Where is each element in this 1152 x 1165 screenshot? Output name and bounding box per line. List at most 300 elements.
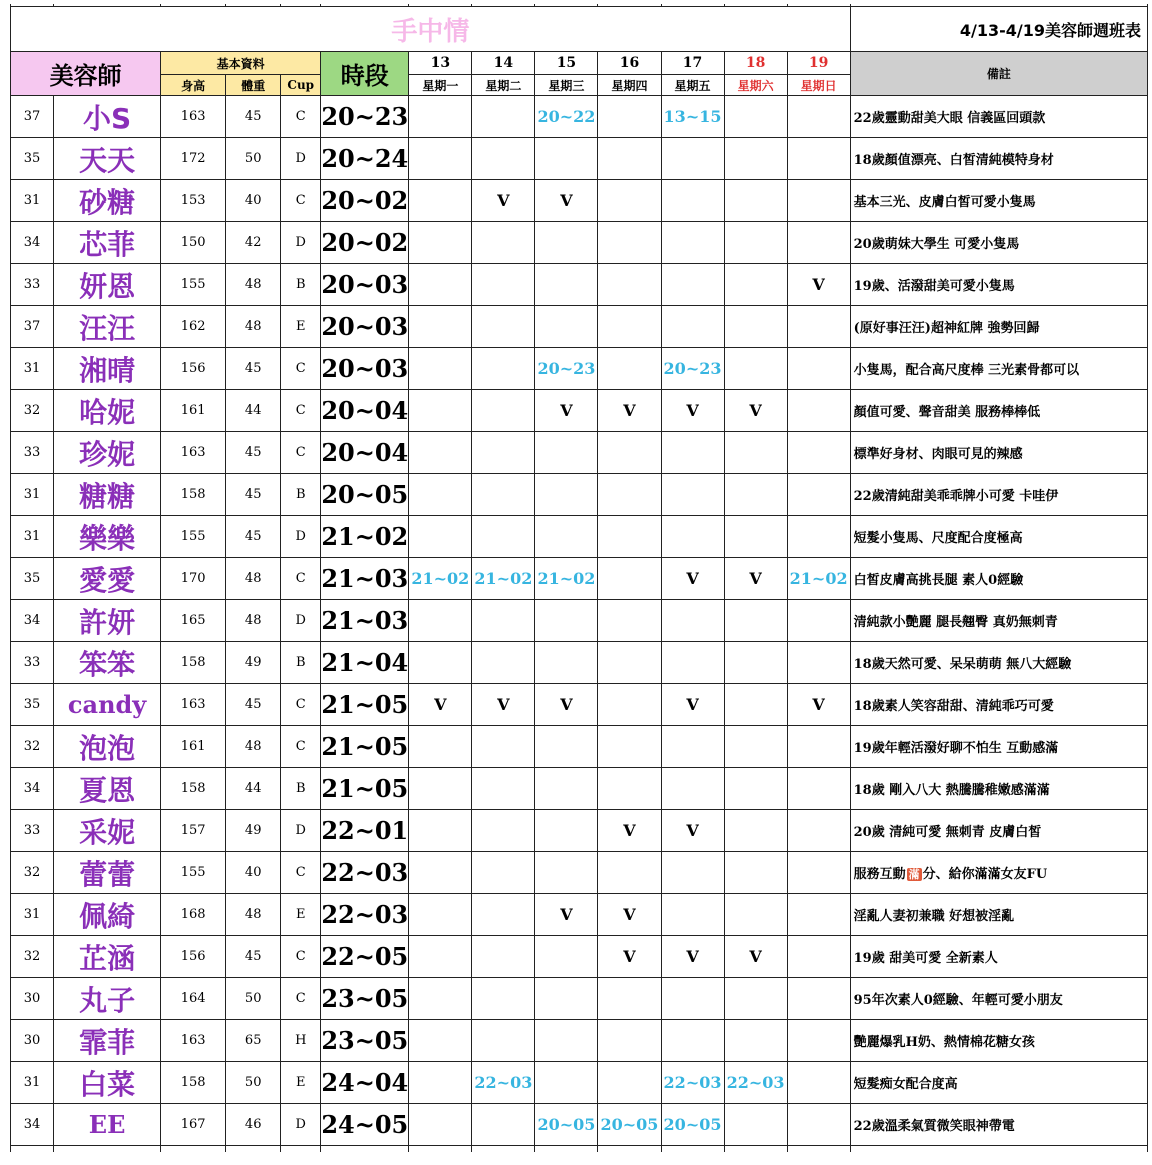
height-cell: 164 (161, 978, 226, 1020)
therapist-name: candy (54, 684, 161, 726)
day-cell (661, 642, 724, 684)
table-row (11, 348, 1148, 390)
weight-cell: 49 (226, 810, 281, 852)
day-cell: V (598, 390, 661, 432)
therapist-name: 糖糖 (54, 474, 161, 516)
cup-cell: C (281, 348, 321, 390)
day-cell (598, 306, 661, 348)
weight-cell: 44 (226, 768, 281, 810)
therapist-name: 蕾蕾 (54, 852, 161, 894)
time-slot-cell: 22~03 (321, 852, 409, 894)
day-cell (535, 726, 598, 768)
cup-cell: B (281, 642, 321, 684)
height-cell: 150 (161, 222, 226, 264)
age-cell: 31 (11, 516, 54, 558)
day-cell (661, 894, 724, 936)
table-row (11, 474, 1148, 516)
time-slot-cell: 20~03 (321, 348, 409, 390)
day-cell: V (598, 936, 661, 978)
day-cell (787, 768, 850, 810)
day-cell (535, 1062, 598, 1104)
day-cell (409, 936, 472, 978)
day-cell (472, 96, 535, 138)
cup-cell: C (281, 180, 321, 222)
day-cell: V (472, 684, 535, 726)
height-cell: 172 (161, 138, 226, 180)
cup-cell: E (281, 894, 321, 936)
day-cell: V (661, 810, 724, 852)
day-cell (661, 726, 724, 768)
table-row (11, 852, 1148, 894)
height-cell: 163 (161, 684, 226, 726)
day-cell: 20~22 (535, 96, 598, 138)
height-cell: 156 (161, 348, 226, 390)
day-cell (409, 96, 472, 138)
day-cell (409, 1104, 472, 1146)
weekday-label: 星期一 (409, 75, 472, 96)
age-cell: 31 (11, 894, 54, 936)
cup-cell: C (281, 978, 321, 1020)
age-cell: 33 (11, 810, 54, 852)
age-cell: 35 (11, 138, 54, 180)
day-cell (472, 936, 535, 978)
note-cell: 短髮小隻馬、尺度配合度極高 (850, 516, 1147, 558)
note-cell: 18歲素人笑容甜甜、清純乖巧可愛 (850, 684, 1147, 726)
height-cell: 158 (161, 768, 226, 810)
day-cell (661, 852, 724, 894)
day-cell (472, 432, 535, 474)
day-cell: V (535, 390, 598, 432)
day-cell (472, 516, 535, 558)
table-row (11, 96, 1148, 138)
day-cell (724, 96, 787, 138)
weekday-label: 星期四 (598, 75, 661, 96)
day-cell (661, 222, 724, 264)
time-slot-cell: 23~05 (321, 1020, 409, 1062)
day-cell (409, 306, 472, 348)
day-cell (535, 474, 598, 516)
table-row (11, 306, 1148, 348)
cup-cell: C (281, 432, 321, 474)
age-cell: 32 (11, 726, 54, 768)
time-slot-cell: 20~23 (321, 96, 409, 138)
day-cell (472, 894, 535, 936)
cup-cell: H (281, 1020, 321, 1062)
day-cell (661, 474, 724, 516)
note-cell: 19歲年輕活潑好聊不怕生 互動感滿 (850, 726, 1147, 768)
note-cell: 淫亂人妻初兼職 好想被淫亂 (850, 894, 1147, 936)
age-cell: 33 (11, 642, 54, 684)
day-cell: 21~02 (535, 558, 598, 600)
therapist-name: 芷涵 (54, 936, 161, 978)
day-cell (787, 306, 850, 348)
time-slot-cell: 22~05 (321, 936, 409, 978)
therapist-name: 愛愛 (54, 558, 161, 600)
day-cell (535, 222, 598, 264)
therapist-name: 砂糖 (54, 180, 161, 222)
day-cell (409, 642, 472, 684)
day-cell (598, 222, 661, 264)
cup-cell: D (281, 516, 321, 558)
day-cell (724, 768, 787, 810)
time-slot-cell: 20~03 (321, 264, 409, 306)
day-cell (409, 1062, 472, 1104)
day-cell (472, 642, 535, 684)
therapist-name: 佩綺 (54, 894, 161, 936)
day-cell (472, 390, 535, 432)
day-number: 17 (661, 52, 724, 75)
cup-cell: B (281, 474, 321, 516)
time-slot-cell: 21~05 (321, 768, 409, 810)
day-cell (787, 96, 850, 138)
day-cell (787, 1020, 850, 1062)
height-cell: 163 (161, 1020, 226, 1062)
day-cell (409, 810, 472, 852)
day-cell (661, 1020, 724, 1062)
therapist-name: 妍恩 (54, 264, 161, 306)
day-cell (598, 138, 661, 180)
table-row (11, 1020, 1148, 1062)
day-cell (724, 306, 787, 348)
table-row (11, 726, 1148, 768)
day-cell (787, 432, 850, 474)
day-cell (661, 768, 724, 810)
day-cell: 20~23 (661, 348, 724, 390)
day-cell (409, 894, 472, 936)
day-cell (409, 138, 472, 180)
day-cell (535, 978, 598, 1020)
weight-cell: 46 (226, 1104, 281, 1146)
day-cell: 21~02 (787, 558, 850, 600)
time-slot-cell: 21~04 (321, 642, 409, 684)
age-cell: 37 (11, 96, 54, 138)
time-slot-cell: 20~24 (321, 138, 409, 180)
day-cell (472, 348, 535, 390)
weekday-label: 星期三 (535, 75, 598, 96)
note-cell: 22歲清純甜美乖乖牌小可愛 卡哇伊 (850, 474, 1147, 516)
table-row (11, 390, 1148, 432)
therapist-name: 珍妮 (54, 432, 161, 474)
weight-cell: 45 (226, 432, 281, 474)
day-cell (598, 264, 661, 306)
weight-cell: 45 (226, 348, 281, 390)
day-cell (724, 138, 787, 180)
time-slot-header: 時段 (321, 52, 409, 96)
day-cell (724, 516, 787, 558)
time-slot-cell: 20~02 (321, 180, 409, 222)
note-cell: 19歲 甜美可愛 全新素人 (850, 936, 1147, 978)
day-cell (724, 1020, 787, 1062)
height-cell: 161 (161, 726, 226, 768)
therapist-name: 哈妮 (54, 390, 161, 432)
day-cell (598, 1062, 661, 1104)
schedule-table (10, 4, 1148, 1152)
day-cell (472, 978, 535, 1020)
day-cell (724, 180, 787, 222)
day-cell (724, 684, 787, 726)
day-cell (535, 810, 598, 852)
day-cell (724, 978, 787, 1020)
note-cell: 19歲、活潑甜美可愛小隻馬 (850, 264, 1147, 306)
date-range: 4/13-4/19美容師週班表 (850, 7, 1147, 52)
age-cell: 31 (11, 474, 54, 516)
note-cell: (原好事汪汪)超神紅牌 強勢回歸 (850, 306, 1147, 348)
table-row (11, 642, 1148, 684)
time-slot-cell: 23~05 (321, 978, 409, 1020)
table-row (11, 180, 1148, 222)
note-cell: 基本三光、皮膚白皙可愛小隻馬 (850, 180, 1147, 222)
therapist-name: 白菜 (54, 1062, 161, 1104)
note-cell: 18歲顏值漂亮、白皙清純模特身材 (850, 138, 1147, 180)
age-cell: 32 (11, 852, 54, 894)
table-row (11, 558, 1148, 600)
cup-header: Cup (281, 75, 321, 96)
table-row (11, 222, 1148, 264)
day-cell (472, 138, 535, 180)
table-row (11, 894, 1148, 936)
day-number: 14 (472, 52, 535, 75)
day-cell (409, 264, 472, 306)
time-slot-cell: 22~01 (321, 810, 409, 852)
day-cell (661, 264, 724, 306)
time-slot-cell: 20~04 (321, 432, 409, 474)
day-cell (787, 474, 850, 516)
day-cell (472, 600, 535, 642)
note-text: 分、給你滿滿女友FU (922, 867, 1048, 882)
age-cell: 31 (11, 180, 54, 222)
day-cell (409, 432, 472, 474)
day-cell (787, 642, 850, 684)
height-cell: 170 (161, 558, 226, 600)
day-cell: V (535, 180, 598, 222)
day-cell: V (661, 558, 724, 600)
full-badge: 滿 (908, 868, 920, 881)
therapist-name: 丸子 (54, 978, 161, 1020)
day-cell: 20~05 (535, 1104, 598, 1146)
cup-cell: C (281, 852, 321, 894)
weekday-label: 星期六 (724, 75, 787, 96)
day-cell (409, 516, 472, 558)
day-cell (598, 978, 661, 1020)
day-cell (472, 306, 535, 348)
note-cell: 18歲天然可愛、呆呆萌萌 無八大經驗 (850, 642, 1147, 684)
day-cell: 21~02 (472, 558, 535, 600)
day-cell (724, 852, 787, 894)
table-row (11, 600, 1148, 642)
day-cell (535, 306, 598, 348)
table-row (11, 1104, 1148, 1146)
age-cell: 35 (11, 558, 54, 600)
note-cell (850, 852, 1147, 894)
time-slot-cell: 21~02 (321, 516, 409, 558)
age-cell: 32 (11, 936, 54, 978)
table-row (11, 1062, 1148, 1104)
therapist-name: 湘晴 (54, 348, 161, 390)
age-cell: 34 (11, 768, 54, 810)
day-cell: V (661, 390, 724, 432)
note-cell: 清純款小艷麗 腿長翹臀 真奶無刺青 (850, 600, 1147, 642)
brand-title: 手中情 (11, 7, 851, 52)
note-cell: 20歲萌妹大學生 可愛小隻馬 (850, 222, 1147, 264)
height-cell: 155 (161, 516, 226, 558)
height-cell: 158 (161, 1062, 226, 1104)
height-cell: 162 (161, 306, 226, 348)
weight-cell: 45 (226, 516, 281, 558)
table-row (11, 936, 1148, 978)
cup-cell: D (281, 1104, 321, 1146)
day-cell (787, 390, 850, 432)
day-cell: 22~03 (472, 1062, 535, 1104)
day-cell (409, 600, 472, 642)
day-cell (535, 516, 598, 558)
height-cell: 156 (161, 936, 226, 978)
day-number: 15 (535, 52, 598, 75)
day-cell: V (661, 684, 724, 726)
day-cell (787, 978, 850, 1020)
day-cell: V (787, 684, 850, 726)
day-cell: 20~05 (598, 1104, 661, 1146)
table-row (11, 810, 1148, 852)
weekday-label: 星期五 (661, 75, 724, 96)
weekday-label: 星期日 (787, 75, 850, 96)
cup-cell: C (281, 390, 321, 432)
therapist-name: 采妮 (54, 810, 161, 852)
note-cell: 白皙皮膚高挑長腿 素人0經驗 (850, 558, 1147, 600)
time-slot-cell: 21~05 (321, 684, 409, 726)
day-number: 19 (787, 52, 850, 75)
weight-cell: 45 (226, 684, 281, 726)
day-cell: V (787, 264, 850, 306)
cup-cell: D (281, 222, 321, 264)
day-number: 18 (724, 52, 787, 75)
day-cell: 21~02 (409, 558, 472, 600)
day-cell: 20~05 (661, 1104, 724, 1146)
cup-cell: E (281, 1062, 321, 1104)
table-row (11, 978, 1148, 1020)
therapist-name: 汪汪 (54, 306, 161, 348)
time-slot-cell: 21~03 (321, 558, 409, 600)
notes-header: 備註 (850, 52, 1147, 96)
day-cell (598, 600, 661, 642)
time-slot-cell: 21~05 (321, 726, 409, 768)
day-cell: V (535, 894, 598, 936)
day-cell (661, 138, 724, 180)
height-cell: 161 (161, 390, 226, 432)
day-cell: 22~03 (661, 1062, 724, 1104)
weight-cell: 40 (226, 180, 281, 222)
day-cell (787, 348, 850, 390)
weight-cell: 49 (226, 642, 281, 684)
note-text: 服務互動 (853, 867, 906, 882)
age-cell: 34 (11, 600, 54, 642)
cup-cell: C (281, 96, 321, 138)
cup-cell: D (281, 810, 321, 852)
day-cell (787, 810, 850, 852)
basic-info-header: 基本資料 (161, 52, 321, 75)
age-cell: 31 (11, 1062, 54, 1104)
height-cell: 168 (161, 894, 226, 936)
day-cell (472, 264, 535, 306)
note-cell: 顏值可愛、聲音甜美 服務棒棒低 (850, 390, 1147, 432)
day-cell (409, 1020, 472, 1062)
day-number: 16 (598, 52, 661, 75)
therapist-name: 天天 (54, 138, 161, 180)
weight-cell: 48 (226, 726, 281, 768)
day-cell (724, 264, 787, 306)
time-slot-cell: 20~02 (321, 222, 409, 264)
weight-cell: 48 (226, 264, 281, 306)
day-cell (598, 768, 661, 810)
note-cell: 18歲 剛入八大 熱騰騰稚嫩感滿滿 (850, 768, 1147, 810)
day-cell (409, 726, 472, 768)
height-cell: 163 (161, 96, 226, 138)
day-cell (787, 936, 850, 978)
weight-cell: 45 (226, 474, 281, 516)
time-slot-cell: 20~04 (321, 390, 409, 432)
therapist-name: 夏恩 (54, 768, 161, 810)
day-cell (598, 474, 661, 516)
day-cell (535, 138, 598, 180)
age-cell: 34 (11, 222, 54, 264)
height-cell: 167 (161, 1104, 226, 1146)
day-cell (409, 348, 472, 390)
cup-cell: E (281, 306, 321, 348)
day-cell (535, 768, 598, 810)
therapist-name: 許妍 (54, 600, 161, 642)
weight-cell: 40 (226, 852, 281, 894)
day-cell (787, 180, 850, 222)
day-cell (535, 264, 598, 306)
day-cell (724, 726, 787, 768)
time-slot-cell: 24~04 (321, 1062, 409, 1104)
note-cell: 標準好身材、肉眼可見的辣感 (850, 432, 1147, 474)
weight-header: 體重 (226, 75, 281, 96)
day-cell (472, 474, 535, 516)
weight-cell: 48 (226, 306, 281, 348)
cup-cell: C (281, 558, 321, 600)
age-cell: 32 (11, 390, 54, 432)
day-cell: V (598, 810, 661, 852)
height-cell: 155 (161, 852, 226, 894)
day-cell (787, 138, 850, 180)
day-cell (661, 180, 724, 222)
day-cell (787, 1062, 850, 1104)
age-cell: 30 (11, 1020, 54, 1062)
day-cell (472, 726, 535, 768)
day-cell (535, 1020, 598, 1062)
day-cell (598, 516, 661, 558)
time-slot-cell: 22~03 (321, 894, 409, 936)
day-cell (724, 432, 787, 474)
day-cell (661, 432, 724, 474)
day-cell (409, 222, 472, 264)
day-cell: V (535, 684, 598, 726)
day-cell (787, 1104, 850, 1146)
age-cell: 30 (11, 978, 54, 1020)
day-cell (724, 1104, 787, 1146)
time-slot-cell: 21~03 (321, 600, 409, 642)
table-row (11, 768, 1148, 810)
weight-cell: 50 (226, 978, 281, 1020)
therapist-name: 樂樂 (54, 516, 161, 558)
note-cell: 短髮痴女配合度高 (850, 1062, 1147, 1104)
height-cell: 165 (161, 600, 226, 642)
day-cell: V (724, 558, 787, 600)
day-cell (409, 474, 472, 516)
weekday-label: 星期二 (472, 75, 535, 96)
day-cell (787, 726, 850, 768)
day-cell (598, 432, 661, 474)
